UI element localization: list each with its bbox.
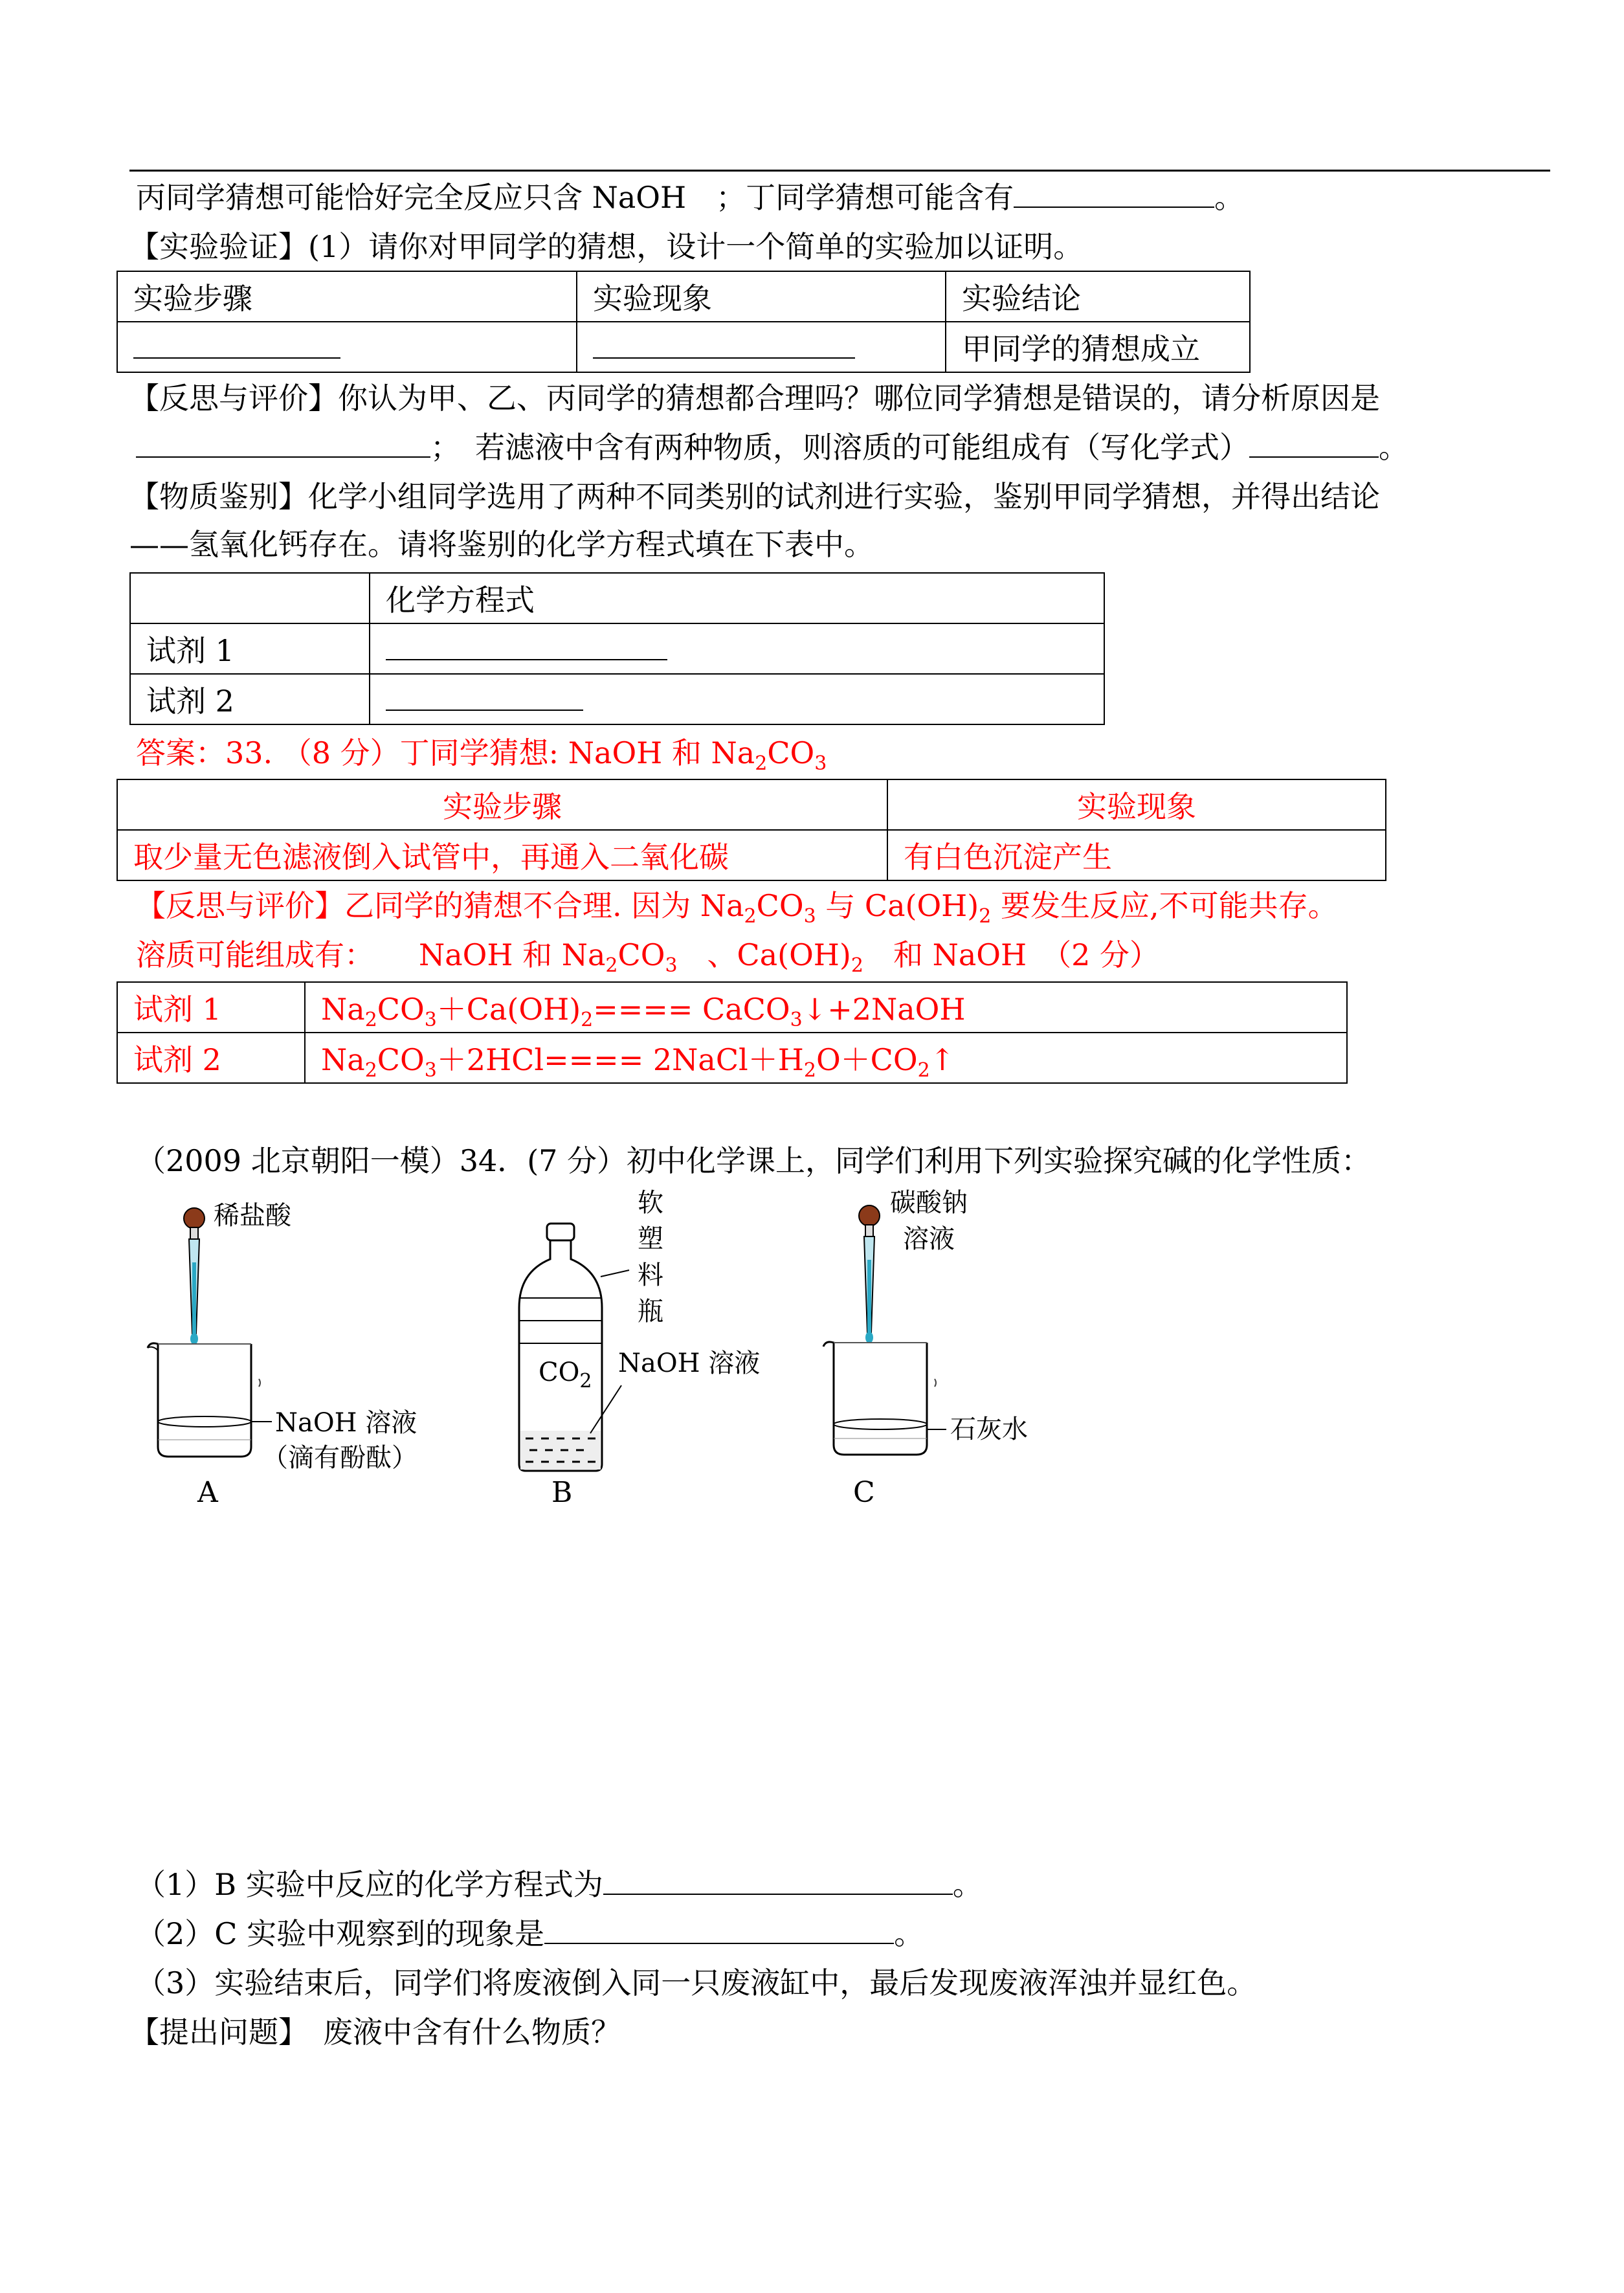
question-2: （2）C 实验中观察到的现象是 。 [136,1914,924,1954]
answer-header: 答案：33. （8 分）丁同学猜想: NaOH 和 $Na_2CO_3$ [136,735,827,775]
label-co2: $CO_2$ [539,1358,592,1393]
answer-cell-phenomenon: 有白色沉淀产生 [887,830,1386,880]
line-identify-2: ——氢氧化钙存在。请将鉴别的化学方程式填在下表中。 [129,527,874,562]
answer-reagent2-label: 试剂 2 [117,1033,305,1083]
label-bottle-char-4: 瓶 [638,1297,663,1326]
label-phenolphthalein: （滴有酚酞） [262,1443,417,1473]
label-bottle-char-1: 软 [638,1188,663,1218]
label-solution-c: 溶液 [903,1224,955,1254]
dropper-a-icon [184,1208,205,1345]
answer-cell-step: 取少量无色滤液倒入试管中，再通入二氧化碳 [117,830,887,880]
answer-th-step: 实验步骤 [117,779,887,830]
label-letter-b: B [551,1476,573,1509]
soft-plastic-bottle-icon [519,1224,629,1471]
label-bottle-char-3: 料 [638,1260,663,1290]
question-3: （3）实验结束后，同学们将废液倒入同一只废液缸中，最后发现废液浑浊并显红色。 [136,1965,1257,2000]
label-dilute-hcl: 稀盐酸 [214,1201,291,1231]
label-sodium-carbonate: 碳酸钠 [890,1188,968,1218]
line-bing-ding-guess: 丙同学猜想可能恰好完全反应只含 NaOH ；丁同学猜想可能含有 。 [136,177,1244,218]
beaker-c-icon [823,1342,946,1455]
th-step: 实验步骤 [117,271,577,322]
label-bottle-char-2: 塑 [638,1224,663,1254]
answer-th-phenomenon: 实验现象 [887,779,1386,830]
answer-reagent1-equation: $Na_2CO_3+Ca(OH)_2====$ CaCO$_3$↓+2NaOH [305,982,1347,1033]
cell-reagent1: 试剂 1 [130,623,370,674]
question-1: （1）B 实验中反应的化学方程式为 。 [136,1864,983,1905]
answer-reflect: 【反思与评价】乙同学的猜想不合理. 因为 $Na_2CO_3$ 与 $Ca(OH)_2$ 要发生反应,不可能共存。 [136,888,1338,928]
beaker-a-icon [148,1343,272,1457]
answer-solute: 溶质可能组成有： NaOH 和 $Na_2CO_3$ 、$Ca(OH)_2$ 和 NaOH （2 分） [136,937,1159,977]
answer-reagent2-equation: $Na_2CO_3+2HCl====$ $2NaCl+H_2O+CO_2↑$ [305,1033,1347,1083]
question-propose: 【提出问题】 废液中含有什么物质？ [129,2015,621,2050]
q34-intro: （2009 北京朝阳一模）34．(7 分）初中化学课上，同学们利用下列实验探究碱的化学性质： [136,1143,1372,1178]
line-identify: 【物质鉴别】化学小组同学选用了两种不同类别的试剂进行实验，鉴别甲同学猜想，并得出结论 [129,479,1380,514]
th-phenomenon: 实验现象 [577,271,946,322]
label-letter-c: C [853,1476,875,1509]
cell-conclusion: 甲同学的猜想成立 [946,322,1250,372]
line-reflect-2: ； 若滤液中含有两种物质，则溶质的可能组成有（写化学式） 。 [136,427,1408,467]
dropper-c-icon [859,1205,880,1343]
label-letter-a: A [197,1476,218,1509]
blank-q1[interactable] [603,1865,953,1895]
answer-reagent1-label: 试剂 1 [117,982,305,1033]
label-naoh-solution-a: NaOH 溶液 [275,1408,417,1438]
th-equation: 化学方程式 [370,573,1104,623]
blank-q2[interactable] [544,1914,894,1944]
th-conclusion: 实验结论 [946,271,1250,322]
cell-reagent2: 试剂 2 [130,674,370,724]
line-reflect: 【反思与评价】你认为甲、乙、丙同学的猜想都合理吗？哪位同学猜想是错误的，请分析原因是 [129,381,1380,416]
line-experiment-verify: 【实验验证】(1）请你对甲同学的猜想，设计一个简单的实验加以证明。 [129,229,1084,264]
label-limewater: 石灰水 [950,1415,1028,1444]
label-naoh-solution-b: NaOH 溶液 [618,1348,761,1378]
